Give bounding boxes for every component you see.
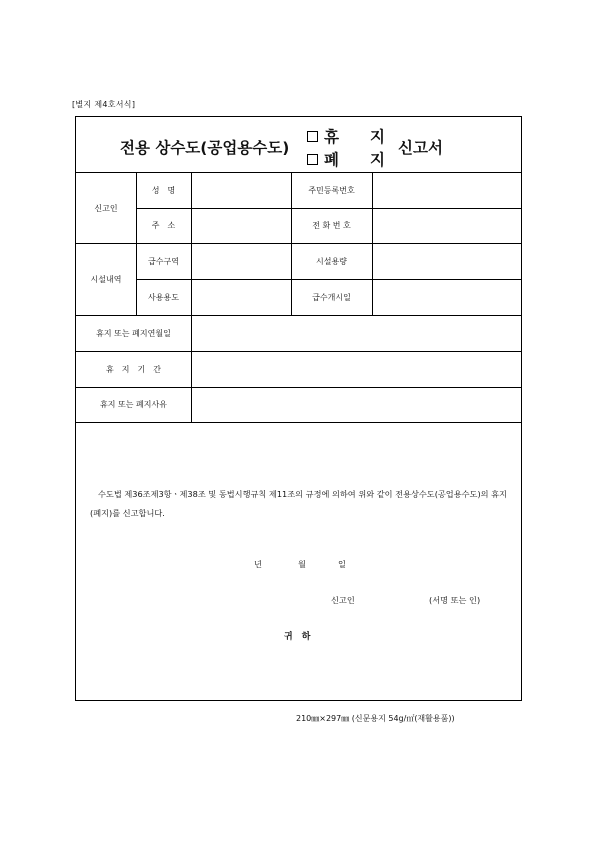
phone-field[interactable]: [373, 209, 521, 242]
addressee: 귀 하: [284, 632, 311, 642]
row-divider: [76, 422, 522, 423]
resident-no-label: 주민등록번호: [308, 186, 355, 195]
resident-no-field[interactable]: [373, 174, 521, 207]
start-date-field[interactable]: [373, 280, 521, 314]
date-month: 월: [298, 559, 306, 569]
option-suspend[interactable]: [307, 125, 385, 147]
date-day: 일: [338, 559, 346, 569]
reporter-signature-label: 신고인: [331, 595, 355, 605]
supply-area-field[interactable]: [192, 244, 290, 278]
facility-group-label: 시설내역: [90, 274, 122, 284]
suspend-date-label: 휴지 또는 폐지연월일: [96, 328, 171, 338]
reporter-group-label: 신고인: [94, 203, 118, 213]
reason-label: 휴지 또는 폐지사유: [100, 400, 167, 409]
address-label: 주 소: [151, 221, 176, 230]
period-label: 휴 지 기 간: [106, 364, 161, 374]
report-form: [75, 116, 522, 701]
address-field[interactable]: [192, 209, 290, 242]
form-number-label: [별지 제4호서식]: [72, 100, 136, 109]
capacity-field[interactable]: [373, 244, 521, 278]
start-date-label: 급수개시일: [312, 292, 351, 302]
name-label: 성 명: [151, 186, 176, 195]
title-suffix: 신고서: [398, 139, 443, 157]
capacity-label: 시설용량: [316, 256, 347, 266]
supply-area-label: 급수구역: [148, 256, 179, 266]
suspend-date-field[interactable]: [192, 316, 521, 350]
form-title: [76, 117, 521, 173]
use-label: 사용용도: [148, 292, 179, 302]
signature-field[interactable]: (서명 또는 인): [429, 595, 481, 605]
option-suspend-label: 휴 지: [324, 128, 385, 146]
reason-field[interactable]: [192, 388, 521, 421]
use-field[interactable]: [192, 280, 290, 314]
suspend-checkbox[interactable]: [307, 131, 318, 142]
name-field[interactable]: [192, 174, 290, 207]
date-year: 년: [254, 559, 262, 569]
option-abolish[interactable]: [307, 148, 385, 170]
option-abolish-label: 폐 지: [324, 151, 385, 169]
title-main: 전용 상수도(공업용수도): [120, 139, 290, 157]
period-field[interactable]: [192, 352, 521, 386]
paper-spec-footer: 210㎜×297㎜ (신문용지 54g/㎡(재활용품)): [296, 714, 455, 723]
phone-label: 전 화 번 호: [312, 221, 351, 230]
abolish-checkbox[interactable]: [307, 154, 318, 165]
declaration-text: 수도법 제36조제3항ㆍ제38조 및 동법시행규칙 제11조의 규정에 의하여 위와 같이 전용상수도(공업용수도)의 휴지(폐지)를 신고합니다.: [90, 489, 507, 518]
